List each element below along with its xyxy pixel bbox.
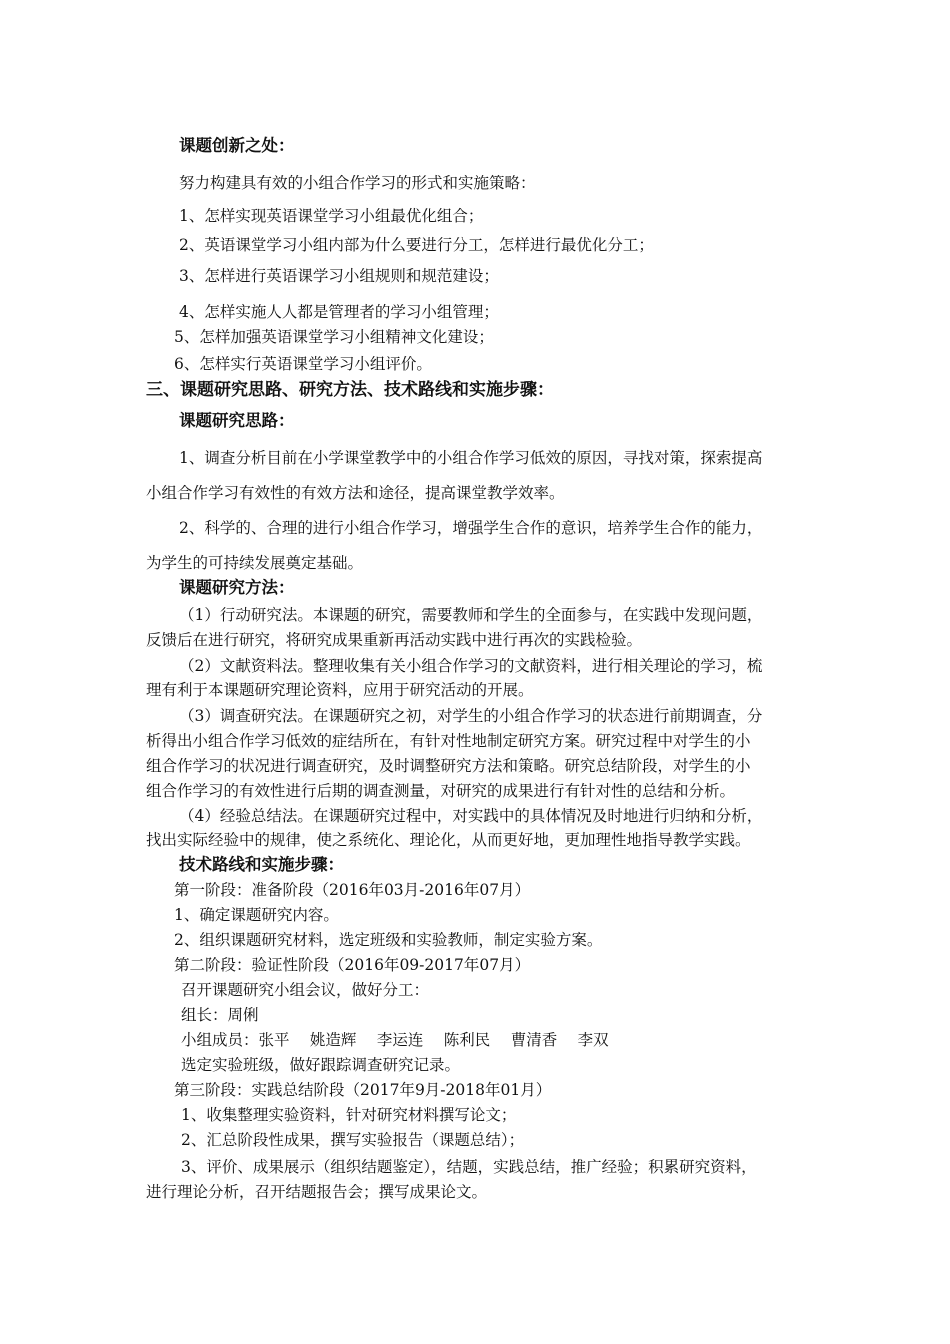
innovation-item: 4、怎样实施人人都是管理者的学习小组管理； <box>179 303 499 321</box>
stage-item: 2、汇总阶段性成果，撰写实验报告（课题总结）； <box>181 1131 525 1149</box>
stage-title: 第二阶段：验证性阶段（2016年09-2017年07月） <box>174 956 531 974</box>
innovation-heading: 课题创新之处： <box>179 136 295 155</box>
thinking-paragraph-line: 为学生的可持续发展奠定基础。 <box>146 554 364 572</box>
stage-title: 第一阶段：准备阶段（2016年03月-2016年07月） <box>174 881 531 899</box>
stage-item: 小组成员：张平 姚造辉 李运连 陈利民 曹清香 李双 <box>181 1031 609 1049</box>
innovation-item: 1、怎样实现英语课堂学习小组最优化组合； <box>179 207 484 225</box>
method-line: （1）行动研究法。本课题的研究，需要教师和学生的全面参与，在实践中发现问题， <box>179 606 763 624</box>
stage-item: 召开课题研究小组会议，做好分工： <box>181 981 430 999</box>
innovation-item: 6、怎样实行英语课堂学习小组评价。 <box>174 355 432 373</box>
innovation-item: 5、怎样加强英语课堂学习小组精神文化建设； <box>174 328 494 346</box>
thinking-paragraph-line: 1、调查分析目前在小学课堂教学中的小组合作学习低效的原因，寻找对策，探索提高 <box>179 449 763 467</box>
method-line: 找出实际经验中的规律，使之系统化、理论化，从而更好地，更加理性地指导教学实践。 <box>146 831 751 849</box>
stage-item: 2、组织课题研究材料，选定班级和实验教师，制定实验方案。 <box>174 931 603 949</box>
innovation-item: 3、怎样进行英语课学习小组规则和规范建设； <box>179 267 499 285</box>
stage-item: 1、收集整理实验资料，针对研究材料撰写论文； <box>181 1106 517 1124</box>
method-line: 组合作学习的状况进行调查研究，及时调整研究方法和策略。研究总结阶段，对学生的小 <box>146 757 751 775</box>
route-heading: 技术路线和实施步骤： <box>179 855 344 874</box>
method-line: 理有利于本课题研究理论资料，应用于研究活动的开展。 <box>146 681 534 699</box>
section-heading: 三、课题研究思路、研究方法、技术路线和实施步骤： <box>146 380 554 400</box>
stage-item: 组长：周俐 <box>181 1006 259 1024</box>
method-line: （4）经验总结法。在课题研究过程中，对实践中的具体情况及时地进行归纳和分析， <box>179 807 763 825</box>
stage-title: 第三阶段：实践总结阶段（2017年9月-2018年01月） <box>174 1081 552 1099</box>
methods-heading: 课题研究方法： <box>179 578 295 597</box>
stage-item: 选定实验班级，做好跟踪调查研究记录。 <box>181 1056 461 1074</box>
innovation-item: 2、英语课堂学习小组内部为什么要进行分工，怎样进行最优化分工； <box>179 236 654 254</box>
method-line: （3）调查研究法。在课题研究之初，对学生的小组合作学习的状态进行前期调查，分 <box>179 707 763 725</box>
method-line: （2）文献资料法。整理收集有关小组合作学习的文献资料，进行相关理论的学习，梳 <box>179 657 763 675</box>
stage-item: 进行理论分析，召开结题报告会；撰写成果论文。 <box>146 1183 488 1201</box>
method-line: 反馈后在进行研究，将研究成果重新再活动实践中进行再次的实践检验。 <box>146 631 643 649</box>
thinking-paragraph-line: 小组合作学习有效性的有效方法和途径，提高课堂教学效率。 <box>146 484 565 502</box>
stage-item: 3、评价、成果展示（组织结题鉴定），结题，实践总结，推广经验；积累研究资料， <box>181 1158 757 1176</box>
thinking-paragraph-line: 2、科学的、合理的进行小组合作学习，增强学生合作的意识，培养学生合作的能力， <box>179 519 763 537</box>
method-line: 组合作学习的有效性进行后期的调查测量，对研究的成果进行有针对性的总结和分析。 <box>146 782 736 800</box>
method-line: 析得出小组合作学习低效的症结所在，有针对性地制定研究方案。研究过程中对学生的小 <box>146 732 751 750</box>
stage-item: 1、确定课题研究内容。 <box>174 906 339 924</box>
thinking-heading: 课题研究思路： <box>179 411 295 430</box>
innovation-intro: 努力构建具有效的小组合作学习的形式和实施策略： <box>179 174 536 192</box>
